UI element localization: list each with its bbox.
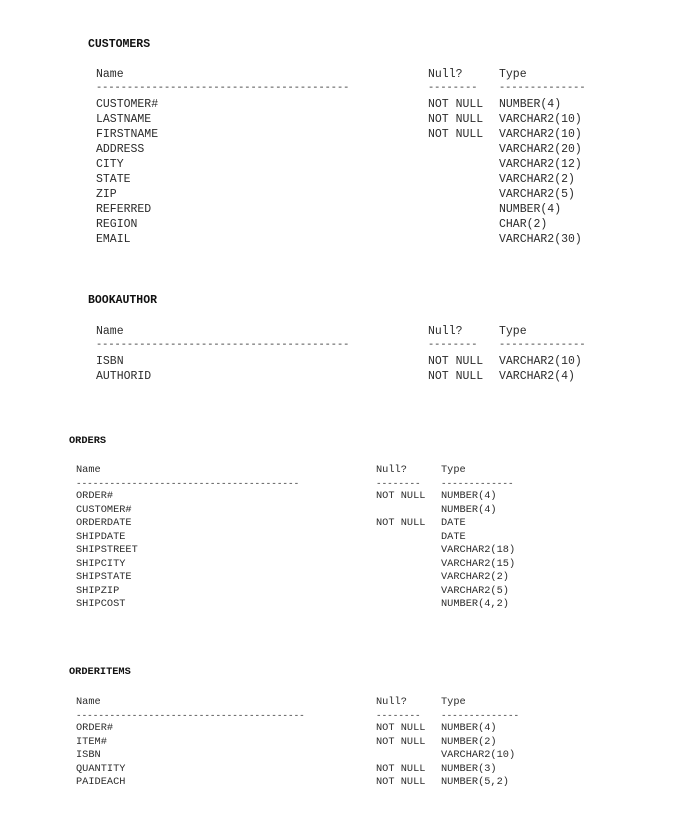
data-type-cell: VARCHAR2(10) <box>499 113 582 126</box>
column-name-cell: FIRSTNAME <box>96 128 159 141</box>
data-type-cell: VARCHAR2(30) <box>499 233 582 246</box>
header-rule-name: ----------------------------------------- <box>76 710 305 721</box>
data-type-cell: VARCHAR2(10) <box>441 749 516 761</box>
header-rule-name: ----------------------------------------- <box>96 339 350 351</box>
column-name-cell: SHIPCITY <box>76 557 126 570</box>
column-name-cell: CUSTOMER# <box>76 503 132 516</box>
null-constraint-cell: NOT NULL <box>428 113 484 126</box>
data-type-cell: VARCHAR2(12) <box>499 158 582 171</box>
column-name-cell: ORDER# <box>76 490 114 502</box>
column-header-name: Name <box>76 464 101 476</box>
header-rule-null: -------- <box>376 710 421 721</box>
header-rule-type: ------------- <box>441 478 514 489</box>
header-rule-null: -------- <box>428 339 478 351</box>
data-type-cell: VARCHAR2(5) <box>499 188 575 201</box>
column-header-type: Type <box>499 68 527 81</box>
null-constraint-cell: NOT NULL <box>376 517 426 529</box>
table-title: ORDERS <box>69 435 107 447</box>
data-type-cell: NUMBER(4) <box>441 490 497 502</box>
data-type-cell: VARCHAR2(2) <box>441 571 509 583</box>
column-name-cell: ORDERDATE <box>76 517 132 529</box>
table-title: CUSTOMERS <box>88 38 151 51</box>
null-constraint-cell: NOT NULL <box>376 722 426 734</box>
null-constraint-cell: NOT NULL <box>376 735 426 748</box>
data-type-cell: VARCHAR2(4) <box>499 370 575 383</box>
data-type-cell: NUMBER(4,2) <box>441 598 509 610</box>
header-rule-name: ----------------------------------------- <box>96 82 350 94</box>
data-type-cell: NUMBER(4) <box>441 503 497 516</box>
table-title: ORDERITEMS <box>69 666 131 678</box>
column-name-cell: ISBN <box>76 749 101 761</box>
data-type-cell: NUMBER(3) <box>441 762 497 775</box>
data-type-cell: VARCHAR2(15) <box>441 557 516 570</box>
data-type-cell: NUMBER(4) <box>499 98 562 111</box>
data-type-cell: VARCHAR2(10) <box>499 128 582 141</box>
null-constraint-cell: NOT NULL <box>376 776 426 788</box>
column-name-cell: CITY <box>96 158 124 171</box>
column-header-name: Name <box>96 68 124 81</box>
data-type-cell: NUMBER(2) <box>441 735 497 748</box>
column-header-type: Type <box>441 464 466 476</box>
data-type-cell: NUMBER(4) <box>441 722 497 734</box>
null-constraint-cell: NOT NULL <box>428 98 484 111</box>
column-name-cell: EMAIL <box>96 233 131 246</box>
column-header-null: Null? <box>428 68 463 81</box>
column-name-cell: SHIPSTREET <box>76 544 138 556</box>
null-constraint-cell: NOT NULL <box>428 355 484 368</box>
data-type-cell: VARCHAR2(18) <box>441 544 516 556</box>
column-name-cell: SHIPCOST <box>76 598 126 610</box>
column-name-cell: LASTNAME <box>96 113 152 126</box>
column-name-cell: ZIP <box>96 188 117 201</box>
column-name-cell: REGION <box>96 218 138 231</box>
data-type-cell: CHAR(2) <box>499 218 548 231</box>
column-header-name: Name <box>96 325 124 338</box>
column-name-cell: ITEM# <box>76 735 107 748</box>
column-name-cell: CUSTOMER# <box>96 98 159 111</box>
column-header-null: Null? <box>376 464 407 476</box>
column-header-null: Null? <box>376 696 407 708</box>
null-constraint-cell: NOT NULL <box>428 128 484 141</box>
data-type-cell: DATE <box>441 530 466 543</box>
column-name-cell: ISBN <box>96 355 124 368</box>
data-type-cell: VARCHAR2(10) <box>499 355 582 368</box>
header-rule-name: ---------------------------------------- <box>76 478 300 489</box>
data-type-cell: VARCHAR2(2) <box>499 173 575 186</box>
null-constraint-cell: NOT NULL <box>376 762 426 775</box>
column-name-cell: STATE <box>96 173 131 186</box>
column-header-type: Type <box>499 325 527 338</box>
column-header-null: Null? <box>428 325 463 338</box>
header-rule-type: -------------- <box>499 339 586 351</box>
null-constraint-cell: NOT NULL <box>428 370 484 383</box>
header-rule-null: -------- <box>428 82 478 94</box>
header-rule-null: -------- <box>376 478 421 489</box>
header-rule-type: -------------- <box>441 710 520 721</box>
data-type-cell: NUMBER(5,2) <box>441 776 509 788</box>
data-type-cell: NUMBER(4) <box>499 203 562 216</box>
column-name-cell: QUANTITY <box>76 762 126 775</box>
data-type-cell: DATE <box>441 517 466 529</box>
header-rule-type: -------------- <box>499 82 586 94</box>
column-header-type: Type <box>441 696 466 708</box>
column-name-cell: AUTHORID <box>96 370 152 383</box>
column-name-cell: SHIPDATE <box>76 530 126 543</box>
column-name-cell: ORDER# <box>76 722 114 734</box>
data-type-cell: VARCHAR2(20) <box>499 143 582 156</box>
null-constraint-cell: NOT NULL <box>376 490 426 502</box>
table-title: BOOKAUTHOR <box>88 294 158 307</box>
column-name-cell: SHIPSTATE <box>76 571 132 583</box>
column-name-cell: PAIDEACH <box>76 776 126 788</box>
column-header-name: Name <box>76 696 101 708</box>
column-name-cell: REFERRED <box>96 203 152 216</box>
column-name-cell: SHIPZIP <box>76 584 120 597</box>
column-name-cell: ADDRESS <box>96 143 145 156</box>
data-type-cell: VARCHAR2(5) <box>441 584 509 597</box>
